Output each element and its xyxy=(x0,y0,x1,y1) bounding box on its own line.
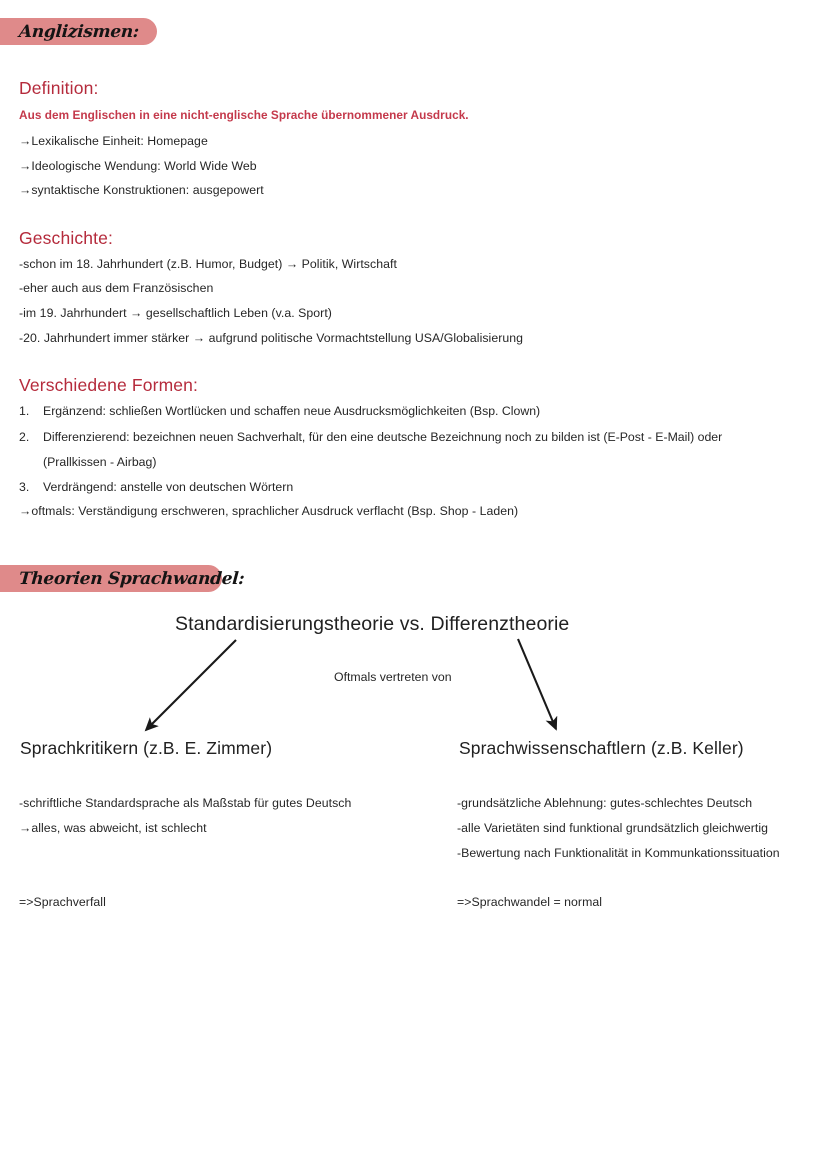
column-heading-sprachwissenschaftlern: Sprachwissenschaftlern (z.B. Keller) xyxy=(459,738,744,758)
heading-definition: Definition: xyxy=(19,78,99,98)
geschichte-item-3: -im 19. Jahrhundert → gesellschaftlich Leben (v.a. Sport) xyxy=(19,306,332,320)
heading-verschiedene-formen: Verschiedene Formen: xyxy=(19,375,199,395)
formen-item-3: Verdrängend: anstelle von deutschen Wörtern xyxy=(43,480,294,494)
arrow-to-sprachwissenschaftlern xyxy=(518,639,556,729)
definition-item-1: →Lexikalische Einheit: Homepage xyxy=(19,134,208,148)
left-point-1: -schriftliche Standardsprache als Maßstab für gutes Deutsch xyxy=(19,796,352,810)
formen-item-2-continuation: (Prallkissen - Airbag) xyxy=(43,455,157,469)
right-point-1: -grundsätzliche Ablehnung: gutes-schlechtes Deutsch xyxy=(457,796,753,810)
definition-item-3: →syntaktische Konstruktionen: ausgepowert xyxy=(19,183,264,197)
heading-geschichte: Geschichte: xyxy=(19,228,114,248)
formen-item-1: Ergänzend: schließen Wortlücken und schaffen neue Ausdrucksmöglichkeiten (Bsp. Clown) xyxy=(43,404,541,418)
banner-anglizismen xyxy=(0,18,157,45)
right-conclusion: =>Sprachwandel = normal xyxy=(457,895,603,909)
banner-theorien-sprachwandel xyxy=(0,565,246,592)
banner-anglizismen-label: Anglizismen: xyxy=(18,21,140,42)
formen-marker-2: 2. xyxy=(19,430,30,444)
right-point-3: -Bewertung nach Funktionalität in Kommunkationssituation xyxy=(457,846,780,860)
right-point-2: -alle Varietäten sind funktional grundsätzlich gleichwertig xyxy=(457,821,768,835)
banner-theorien-label: Theorien Sprachwandel: xyxy=(18,568,246,589)
formen-item-2: Differenzierend: bezeichnen neuen Sachverhalt, für den eine deutsche Bezeichnung noch zu bilden ist (E-Post - E-Mail) oder xyxy=(43,430,723,444)
definition-summary: Aus dem Englischen in eine nicht-englische Sprache übernommener Ausdruck. xyxy=(19,108,469,122)
diagram-middle-label: Oftmals vertreten von xyxy=(334,670,452,684)
formen-marker-3: 3. xyxy=(19,480,30,494)
geschichte-item-2: -eher auch aus dem Französischen xyxy=(19,281,214,295)
left-point-2: →alles, was abweicht, ist schlecht xyxy=(19,821,207,835)
diagram-title: Standardisierungstheorie vs. Differenztheorie xyxy=(175,613,570,635)
definition-item-2: →Ideologische Wendung: World Wide Web xyxy=(19,159,257,173)
geschichte-item-4: -20. Jahrhundert immer stärker → aufgrund politische Vormachtstellung USA/Globalisierung xyxy=(19,331,524,345)
formen-marker-1: 1. xyxy=(19,404,30,418)
column-heading-sprachkritikern: Sprachkritikern (z.B. E. Zimmer) xyxy=(20,738,273,758)
geschichte-item-1: -schon im 18. Jahrhundert (z.B. Humor, Budget) → Politik, Wirtschaft xyxy=(19,257,397,271)
formen-conclusion: →oftmals: Verständigung erschweren, sprachlicher Ausdruck verflacht (Bsp. Shop - Laden) xyxy=(19,504,519,518)
left-conclusion: =>Sprachverfall xyxy=(19,895,106,909)
arrow-to-sprachkritikern xyxy=(146,640,236,730)
